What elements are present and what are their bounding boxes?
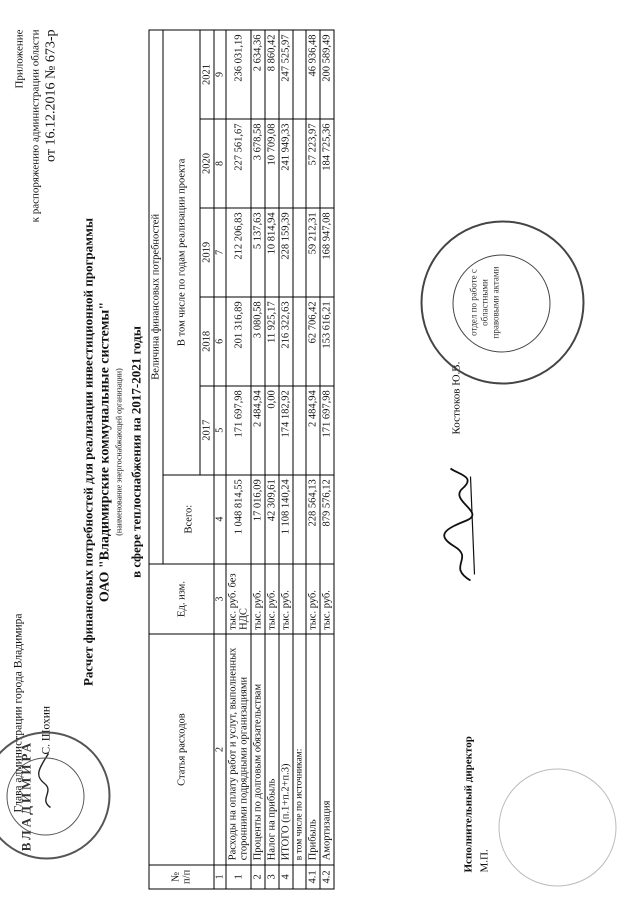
table-row bbox=[293, 30, 306, 889]
col-header-total: Всего: bbox=[163, 475, 214, 564]
row-total: 1 048 814,55 bbox=[226, 475, 251, 564]
row-value: 0,00 bbox=[265, 386, 279, 475]
row-value: 171 697,98 bbox=[226, 386, 251, 475]
row-unit: тыс. руб. bbox=[251, 564, 265, 635]
row-num: 1 bbox=[226, 865, 251, 889]
col-header-year: 2018 bbox=[200, 297, 214, 386]
col-header-unit: Ед. изм. bbox=[149, 564, 214, 635]
row-value: 57 223,97 bbox=[306, 119, 320, 208]
col-header-year: 2019 bbox=[200, 208, 214, 297]
row-value: 2 484,94 bbox=[251, 386, 265, 475]
row-total bbox=[293, 475, 306, 564]
document-page bbox=[1, 0, 640, 905]
approval-title: Глава администрации города Владимира bbox=[12, 613, 25, 813]
row-value: 5 137,63 bbox=[251, 208, 265, 297]
row-unit: тыс. руб. bbox=[265, 564, 279, 635]
row-value bbox=[293, 208, 306, 297]
row-article: Проценты по долговым обязательствам bbox=[251, 634, 265, 864]
row-value: 247 525,97 bbox=[279, 30, 293, 119]
col-header-year: 2021 bbox=[200, 30, 214, 119]
row-unit: тыс. руб. bbox=[279, 564, 293, 635]
document-title: Расчет финансовых потребностей для реализации инвестиционной программы bbox=[80, 217, 96, 687]
row-article: Прибыль bbox=[306, 634, 320, 864]
col-number: 5 bbox=[214, 386, 226, 475]
row-value: 184 725,36 bbox=[320, 119, 334, 208]
row-value: 46 936,48 bbox=[306, 30, 320, 119]
row-unit: тыс. руб. без НДС bbox=[226, 564, 251, 635]
row-value: 8 860,42 bbox=[265, 30, 279, 119]
row-value: 236 031,19 bbox=[226, 30, 251, 119]
row-value: 3 080,58 bbox=[251, 297, 265, 386]
row-article: Амортизация bbox=[320, 634, 334, 864]
row-num: 3 bbox=[265, 865, 279, 889]
col-header-financial-needs: Величина финансовых потребностей bbox=[149, 30, 163, 564]
row-total: 879 576,12 bbox=[320, 475, 334, 564]
footer-mp: М.П. bbox=[478, 849, 491, 873]
row-value: 11 925,17 bbox=[265, 297, 279, 386]
row-total: 228 564,13 bbox=[306, 475, 320, 564]
col-header-num: № п/п bbox=[149, 865, 214, 889]
row-article: Расходы на оплату работ и услут, выполненных сторонними подрядными организациями bbox=[226, 634, 251, 864]
footer-signer: Костюков Ю.В. bbox=[450, 361, 463, 435]
row-value: 241 949,33 bbox=[279, 119, 293, 208]
row-value bbox=[293, 30, 306, 119]
row-value: 174 182,92 bbox=[279, 386, 293, 475]
row-value: 216 322,63 bbox=[279, 297, 293, 386]
row-total: 1 108 140,24 bbox=[279, 475, 293, 564]
row-value: 228 159,39 bbox=[279, 208, 293, 297]
row-unit: тыс. руб. bbox=[320, 564, 334, 635]
order-line: от 16.12.2016 № 673-р bbox=[43, 29, 59, 162]
col-number: 8 bbox=[214, 119, 226, 208]
row-total: 17 016,09 bbox=[251, 475, 265, 564]
col-number: 7 bbox=[214, 208, 226, 297]
appendix-label: Приложение bbox=[13, 29, 26, 89]
faint-company-seal bbox=[499, 769, 617, 887]
row-value bbox=[293, 386, 306, 475]
row-article: ИТОГО (п.1+п.2+п.3) bbox=[279, 634, 293, 864]
row-num: 4.2 bbox=[320, 865, 334, 889]
organization-name: ОАО "Владимирские коммунальные системы" bbox=[97, 301, 113, 603]
col-header-year: 2020 bbox=[200, 119, 214, 208]
row-value bbox=[293, 297, 306, 386]
row-value: 59 212,31 bbox=[306, 208, 320, 297]
row-value: 3 678,58 bbox=[251, 119, 265, 208]
row-num: 4 bbox=[279, 865, 293, 889]
row-value: 227 561,67 bbox=[226, 119, 251, 208]
row-article: в том числе по источникам: bbox=[293, 634, 306, 864]
table-row bbox=[279, 30, 293, 889]
row-value bbox=[293, 119, 306, 208]
row-value: 2 634,36 bbox=[251, 30, 265, 119]
row-article: Налог на прибыль bbox=[265, 634, 279, 864]
row-value: 168 947,08 bbox=[320, 208, 334, 297]
col-number: 4 bbox=[214, 475, 226, 564]
col-number: 6 bbox=[214, 297, 226, 386]
financial-needs-table bbox=[149, 30, 335, 890]
city-administration-seal: ВЛАДИМИРА bbox=[0, 732, 111, 860]
appendix-line: к распоряжению администрации области bbox=[29, 29, 42, 223]
table-row bbox=[251, 30, 265, 889]
col-header-year: 2017 bbox=[200, 386, 214, 475]
row-value: 201 316,89 bbox=[226, 297, 251, 386]
col-number: 3 bbox=[214, 564, 226, 635]
footer-position: Исполнительный директор bbox=[462, 736, 475, 873]
row-value: 212 206,83 bbox=[226, 208, 251, 297]
col-header-by-year: В том числе по годам реализации проекта bbox=[163, 30, 200, 475]
row-value: 10 814,94 bbox=[265, 208, 279, 297]
director-signature bbox=[441, 465, 481, 585]
row-value: 171 697,98 bbox=[320, 386, 334, 475]
row-value: 153 616,21 bbox=[320, 297, 334, 386]
row-value: 200 589,49 bbox=[320, 30, 334, 119]
table-row bbox=[226, 30, 251, 889]
row-num: 4.1 bbox=[306, 865, 320, 889]
row-num: 2 bbox=[251, 865, 265, 889]
regional-administration-seal: отдел по работе с областными правовыми актами bbox=[421, 221, 585, 385]
table-row bbox=[320, 30, 334, 889]
organization-note: (наименование энергоснабжающей организации) bbox=[114, 368, 124, 536]
approval-name: С. Шохин bbox=[40, 705, 53, 755]
row-value: 62 706,42 bbox=[306, 297, 320, 386]
row-num bbox=[293, 865, 306, 889]
table-row bbox=[265, 30, 279, 889]
table-row bbox=[306, 30, 320, 889]
col-header-article: Статья расходов bbox=[149, 634, 214, 864]
document-scope: в сфере теплоснабжения на 2017-2021 годы bbox=[128, 326, 144, 578]
col-number: 9 bbox=[214, 30, 226, 119]
row-value: 2 484,94 bbox=[306, 386, 320, 475]
col-number: 1 bbox=[214, 865, 226, 889]
row-unit: тыс. руб. bbox=[306, 564, 320, 635]
row-unit bbox=[293, 564, 306, 635]
col-number: 2 bbox=[214, 634, 226, 864]
row-value: 10 709,08 bbox=[265, 119, 279, 208]
row-total: 42 309,61 bbox=[265, 475, 279, 564]
